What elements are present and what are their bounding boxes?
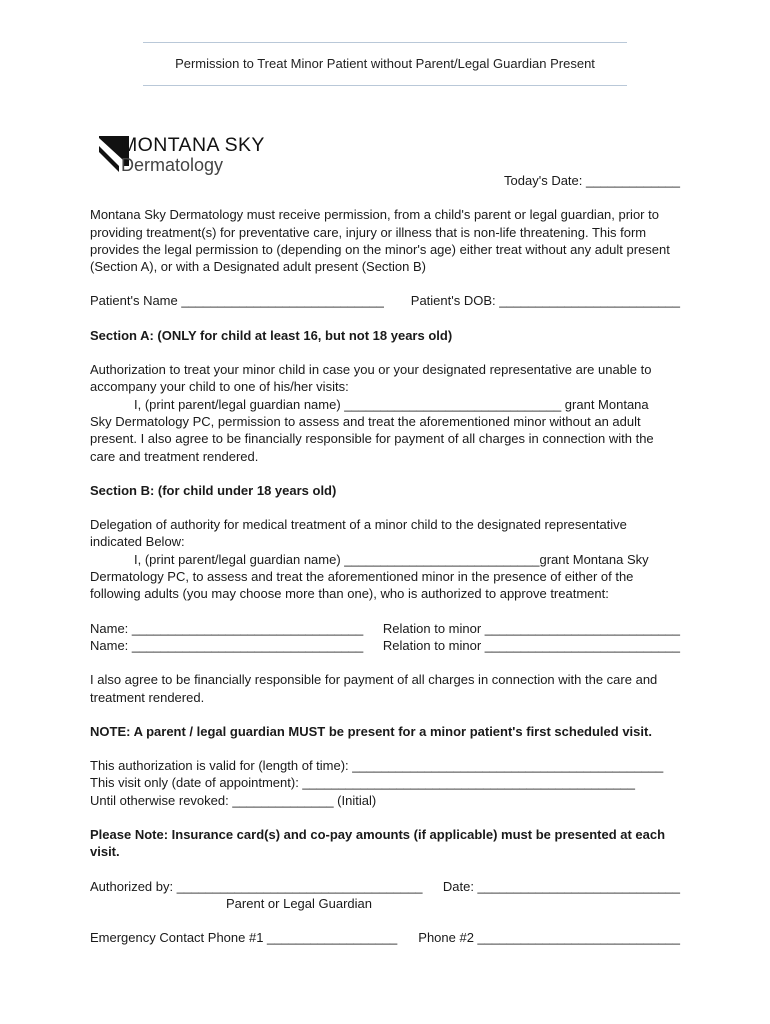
form-body bbox=[90, 172, 680, 947]
section-b-heading: Section B: (for child under 18 years old) bbox=[90, 482, 337, 498]
section-a-grant-line[interactable]: I, (print parent/legal guardian name) ______________________________ grant Montana bbox=[134, 396, 649, 412]
validity-length-field[interactable]: This authorization is valid for (length of time): ___________________________________________ bbox=[90, 758, 664, 774]
section-b-grant-line[interactable]: I, (print parent/legal guardian name) ___________________________grant Montana Sky bbox=[134, 551, 649, 567]
section-a-grant-rest: Sky Dermatology PC, permission to assess and treat the aforementioned minor without an adult present. I also agree to be financially responsible for payment of all charges in connection with the care and treatment rendered. bbox=[90, 413, 654, 464]
todays-date-field[interactable]: Today's Date: _____________ bbox=[504, 173, 680, 188]
representative-row-1 bbox=[90, 620, 680, 637]
validity-until-revoked-field[interactable]: Until otherwise revoked: ______________ (Initial) bbox=[90, 792, 377, 808]
section-a-intro: Authorization to treat your minor child in case you or your designated representative are unable to accompany your child to one of his/her visits: bbox=[90, 362, 652, 395]
header-top-rule bbox=[143, 42, 627, 43]
header-bottom-rule bbox=[143, 85, 627, 86]
representative-relation-field[interactable]: Relation to minor ___________________________ bbox=[382, 637, 680, 653]
representative-name-field[interactable]: Name: ________________________________ bbox=[90, 637, 364, 653]
emergency-phone-2-field[interactable]: Phone #2 ____________________________ bbox=[418, 930, 680, 946]
financial-responsibility-paragraph: I also agree to be financially responsible for payment of all charges in connection with the care and treatment rendered. bbox=[90, 672, 658, 705]
intro-paragraph: Montana Sky Dermatology must receive permission, from a child's parent or legal guardian, prior to providing treatment(s) for preventative care, injury or illness that is non-life threatening. This form provides the legal permission to (depending on the minor's age) either treat without any adult present (Section A), or with a Designated adult present (Section B) bbox=[90, 207, 670, 275]
emergency-phone-1-field[interactable]: Emergency Contact Phone #1 __________________ bbox=[90, 930, 398, 946]
emergency-contact-row bbox=[90, 929, 680, 946]
authorization-row bbox=[90, 878, 680, 895]
patient-dob-field[interactable]: Patient's DOB: _________________________ bbox=[410, 293, 680, 309]
authorized-by-field[interactable]: Authorized by: __________________________________ bbox=[90, 878, 423, 894]
section-a-heading: Section A: (ONLY for child at least 16, but not 18 years old) bbox=[90, 327, 453, 343]
parent-presence-note: NOTE: A parent / legal guardian MUST be present for a minor patient's first scheduled visit. bbox=[90, 723, 652, 739]
representative-name-field[interactable]: Name: ________________________________ bbox=[90, 620, 364, 636]
patient-info-row bbox=[90, 292, 680, 309]
section-b-intro: Delegation of authority for medical treatment of a minor child to the designated representative indicated Below: bbox=[90, 517, 627, 550]
representative-row-2 bbox=[90, 637, 680, 654]
section-b-grant-rest: Dermatology PC, to assess and treat the aforementioned minor in the presence of either of the following adults (you may choose more than one), who is authorized to approve treatment: bbox=[90, 569, 634, 602]
validity-visit-only-field[interactable]: This visit only (date of appointment): ______________________________________________ bbox=[90, 775, 636, 791]
authorization-date-field[interactable]: Date: ____________________________ bbox=[442, 878, 680, 894]
logo-line2: Dermatology bbox=[121, 155, 224, 175]
insurance-note: Please Note: Insurance card(s) and co-pay amounts (if applicable) must be presented at each visit. bbox=[90, 827, 666, 860]
signature-caption: Parent or Legal Guardian bbox=[226, 895, 372, 911]
document-header-title: Permission to Treat Minor Patient without Parent/Legal Guardian Present bbox=[175, 56, 595, 71]
logo-text bbox=[121, 134, 265, 175]
logo-line1: MONTANA SKY bbox=[121, 134, 265, 156]
patient-name-field[interactable]: Patient's Name ____________________________ bbox=[90, 293, 384, 309]
representative-relation-field[interactable]: Relation to minor ___________________________ bbox=[382, 620, 680, 636]
